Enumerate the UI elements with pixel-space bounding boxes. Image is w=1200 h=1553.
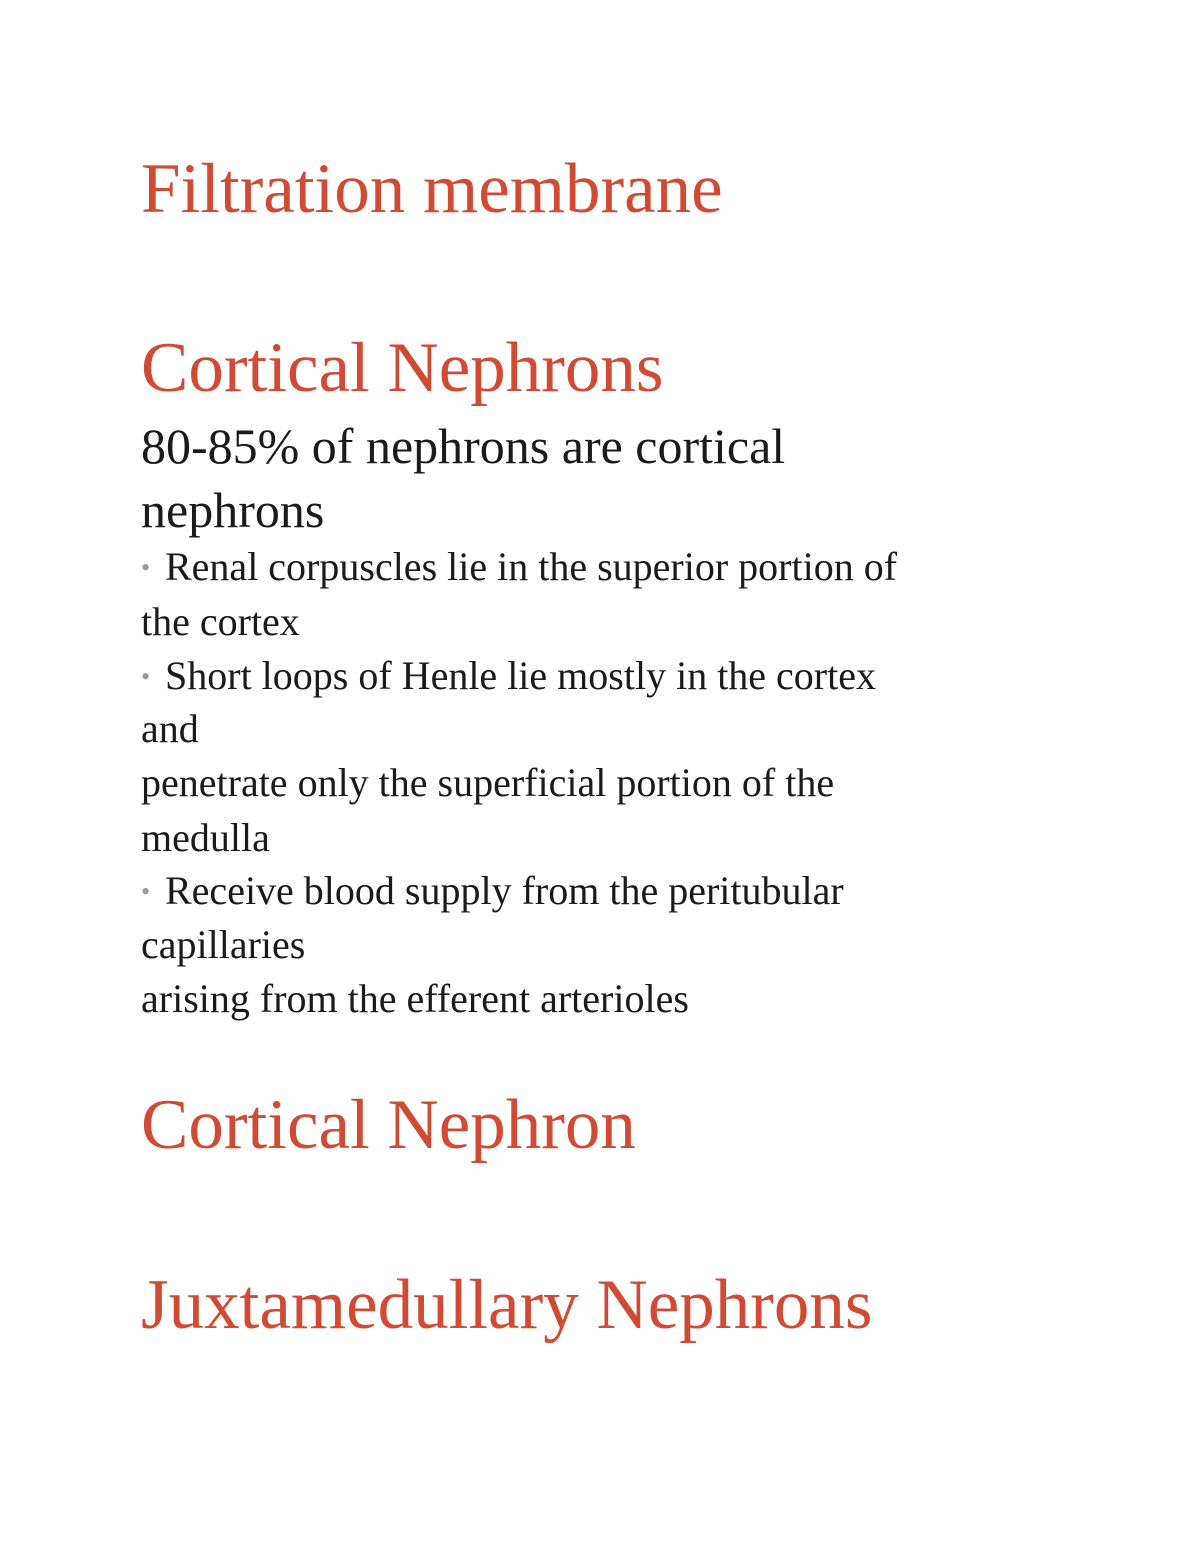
heading-juxtamedullary-nephrons: Juxtamedullary Nephrons [141,1266,873,1344]
lead-line-2: nephrons [141,482,325,538]
text-line: arising from the efferent arterioles [141,976,689,1021]
bullet-text: Short loops of Henle lie mostly in the cortex [165,653,876,698]
bullet-text: Receive blood supply from the peritubular [165,868,844,913]
bullet-text: Renal corpuscles lie in the superior portion of [165,544,898,589]
bullet-item-renal-corpuscles [141,542,897,593]
heading-cortical-nephron: Cortical Nephron [141,1086,636,1164]
heading-filtration-membrane: Filtration membrane [141,150,723,228]
bullet-icon: • [141,877,151,906]
bullet-icon: • [141,553,151,582]
bullet-item-blood-supply [141,866,844,917]
text-line: and [141,706,199,751]
text-line: penetrate only the superficial portion of the [141,760,835,805]
bullet-item-loops-of-henle [141,651,876,702]
text-line: medulla [141,815,270,860]
lead-line-1: 80-85% of nephrons are cortical [141,418,786,474]
text-line: capillaries [141,922,306,967]
bullet-icon: • [141,662,151,691]
text-line: the cortex [141,599,300,644]
heading-cortical-nephrons: Cortical Nephrons [141,329,664,407]
